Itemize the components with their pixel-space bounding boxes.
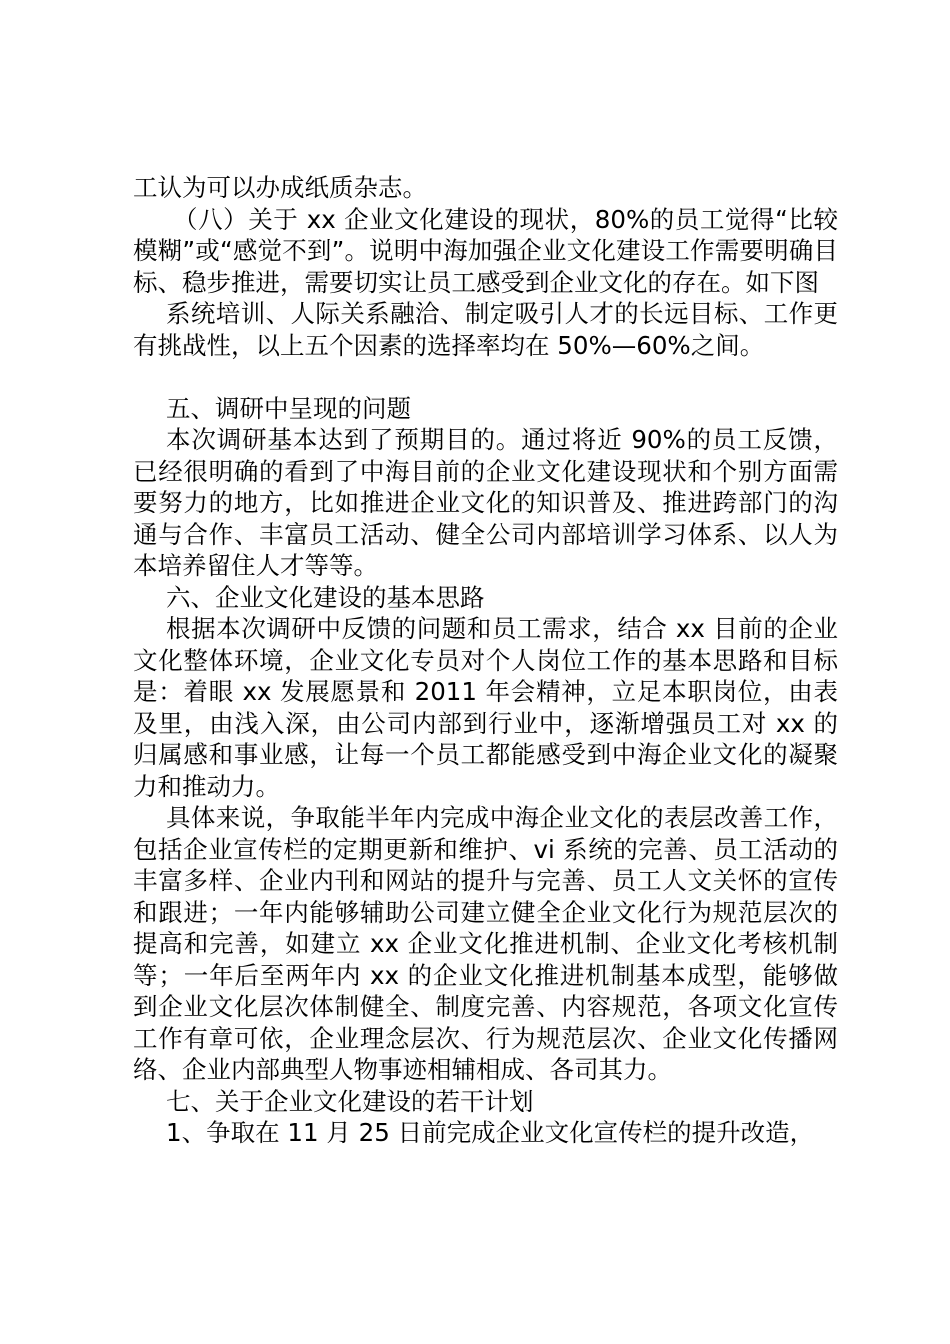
paragraph-plan-item-1: 1、争取在 11 月 25 日前完成企业文化宣传栏的提升改造， xyxy=(166,1118,815,1147)
document-body xyxy=(133,172,838,1149)
heading-section-6: 六、企业文化建设的基本思路 xyxy=(166,582,485,612)
paragraph-survey-findings: 本次调研基本达到了预期目的。通过将近 90%的员工反馈，已经很明确的看到了中海目前的企业文化建设现状和个别方面需要努力的地方，比如推进企业文化的知识普及、推进跨部门的沟通与合作、丰富员工活动、健全公司内部培训学习体系、以人为本培养留住人才等等。 xyxy=(133,425,838,580)
blank-line xyxy=(133,361,838,393)
paragraph-current-status: （八）关于 xx 企业文化建设的现状，80%的员工觉得“比较模糊”或“感觉不到”。说明中海加强企业文化建设工作需要明确目标、稳步推进，需要切实让员工感受到企业文化的存在。如下图 xyxy=(133,204,838,297)
paragraph-basic-approach: 根据本次调研中反馈的问题和员工需求，结合 xx 目前的企业文化整体环境，企业文化专员对个人岗位工作的基本思路和目标是：着眼 xx 发展愿景和 2011 年会精神，立足本职岗位，由表及里，由浅入深，由公司内部到行业中，逐渐增强员工对 xx 的归属感和事业感，让每一个员工都能感受到中海企业文化的凝聚力和推动力。 xyxy=(133,614,838,801)
paragraph-continuation: 工认为可以办成纸质杂志。 xyxy=(133,173,427,202)
heading-section-7: 七、关于企业文化建设的若干计划 xyxy=(166,1086,534,1116)
heading-section-5: 五、调研中呈现的问题 xyxy=(166,393,411,423)
paragraph-selection-rate: 系统培训、人际关系融洽、制定吸引人才的长远目标、工作更有挑战性，以上五个因素的选择率均在 50%—60%之间。 xyxy=(133,299,838,360)
paragraph-specific-plan: 具体来说，争取能半年内完成中海企业文化的表层改善工作，包括企业宣传栏的定期更新和维护、vi 系统的完善、员工活动的丰富多样、企业内刊和网站的提升与完善、员工人文关怀的宣传和跟进；一年内能够辅助公司建立健全企业文化行为规范层次的提高和完善，如建立 xx 企业文化推进机制、企业文化考核机制等；一年后至两年内 xx 的企业文化推进机制基本成型，能够做到企业文化层次体制健全、制度完善、内容规范，各项文化宣传工作有章可依，企业理念层次、行为规范层次、企业文化传播网络、企业内部典型人物事迹相辅相成、各司其力。 xyxy=(133,803,838,1084)
